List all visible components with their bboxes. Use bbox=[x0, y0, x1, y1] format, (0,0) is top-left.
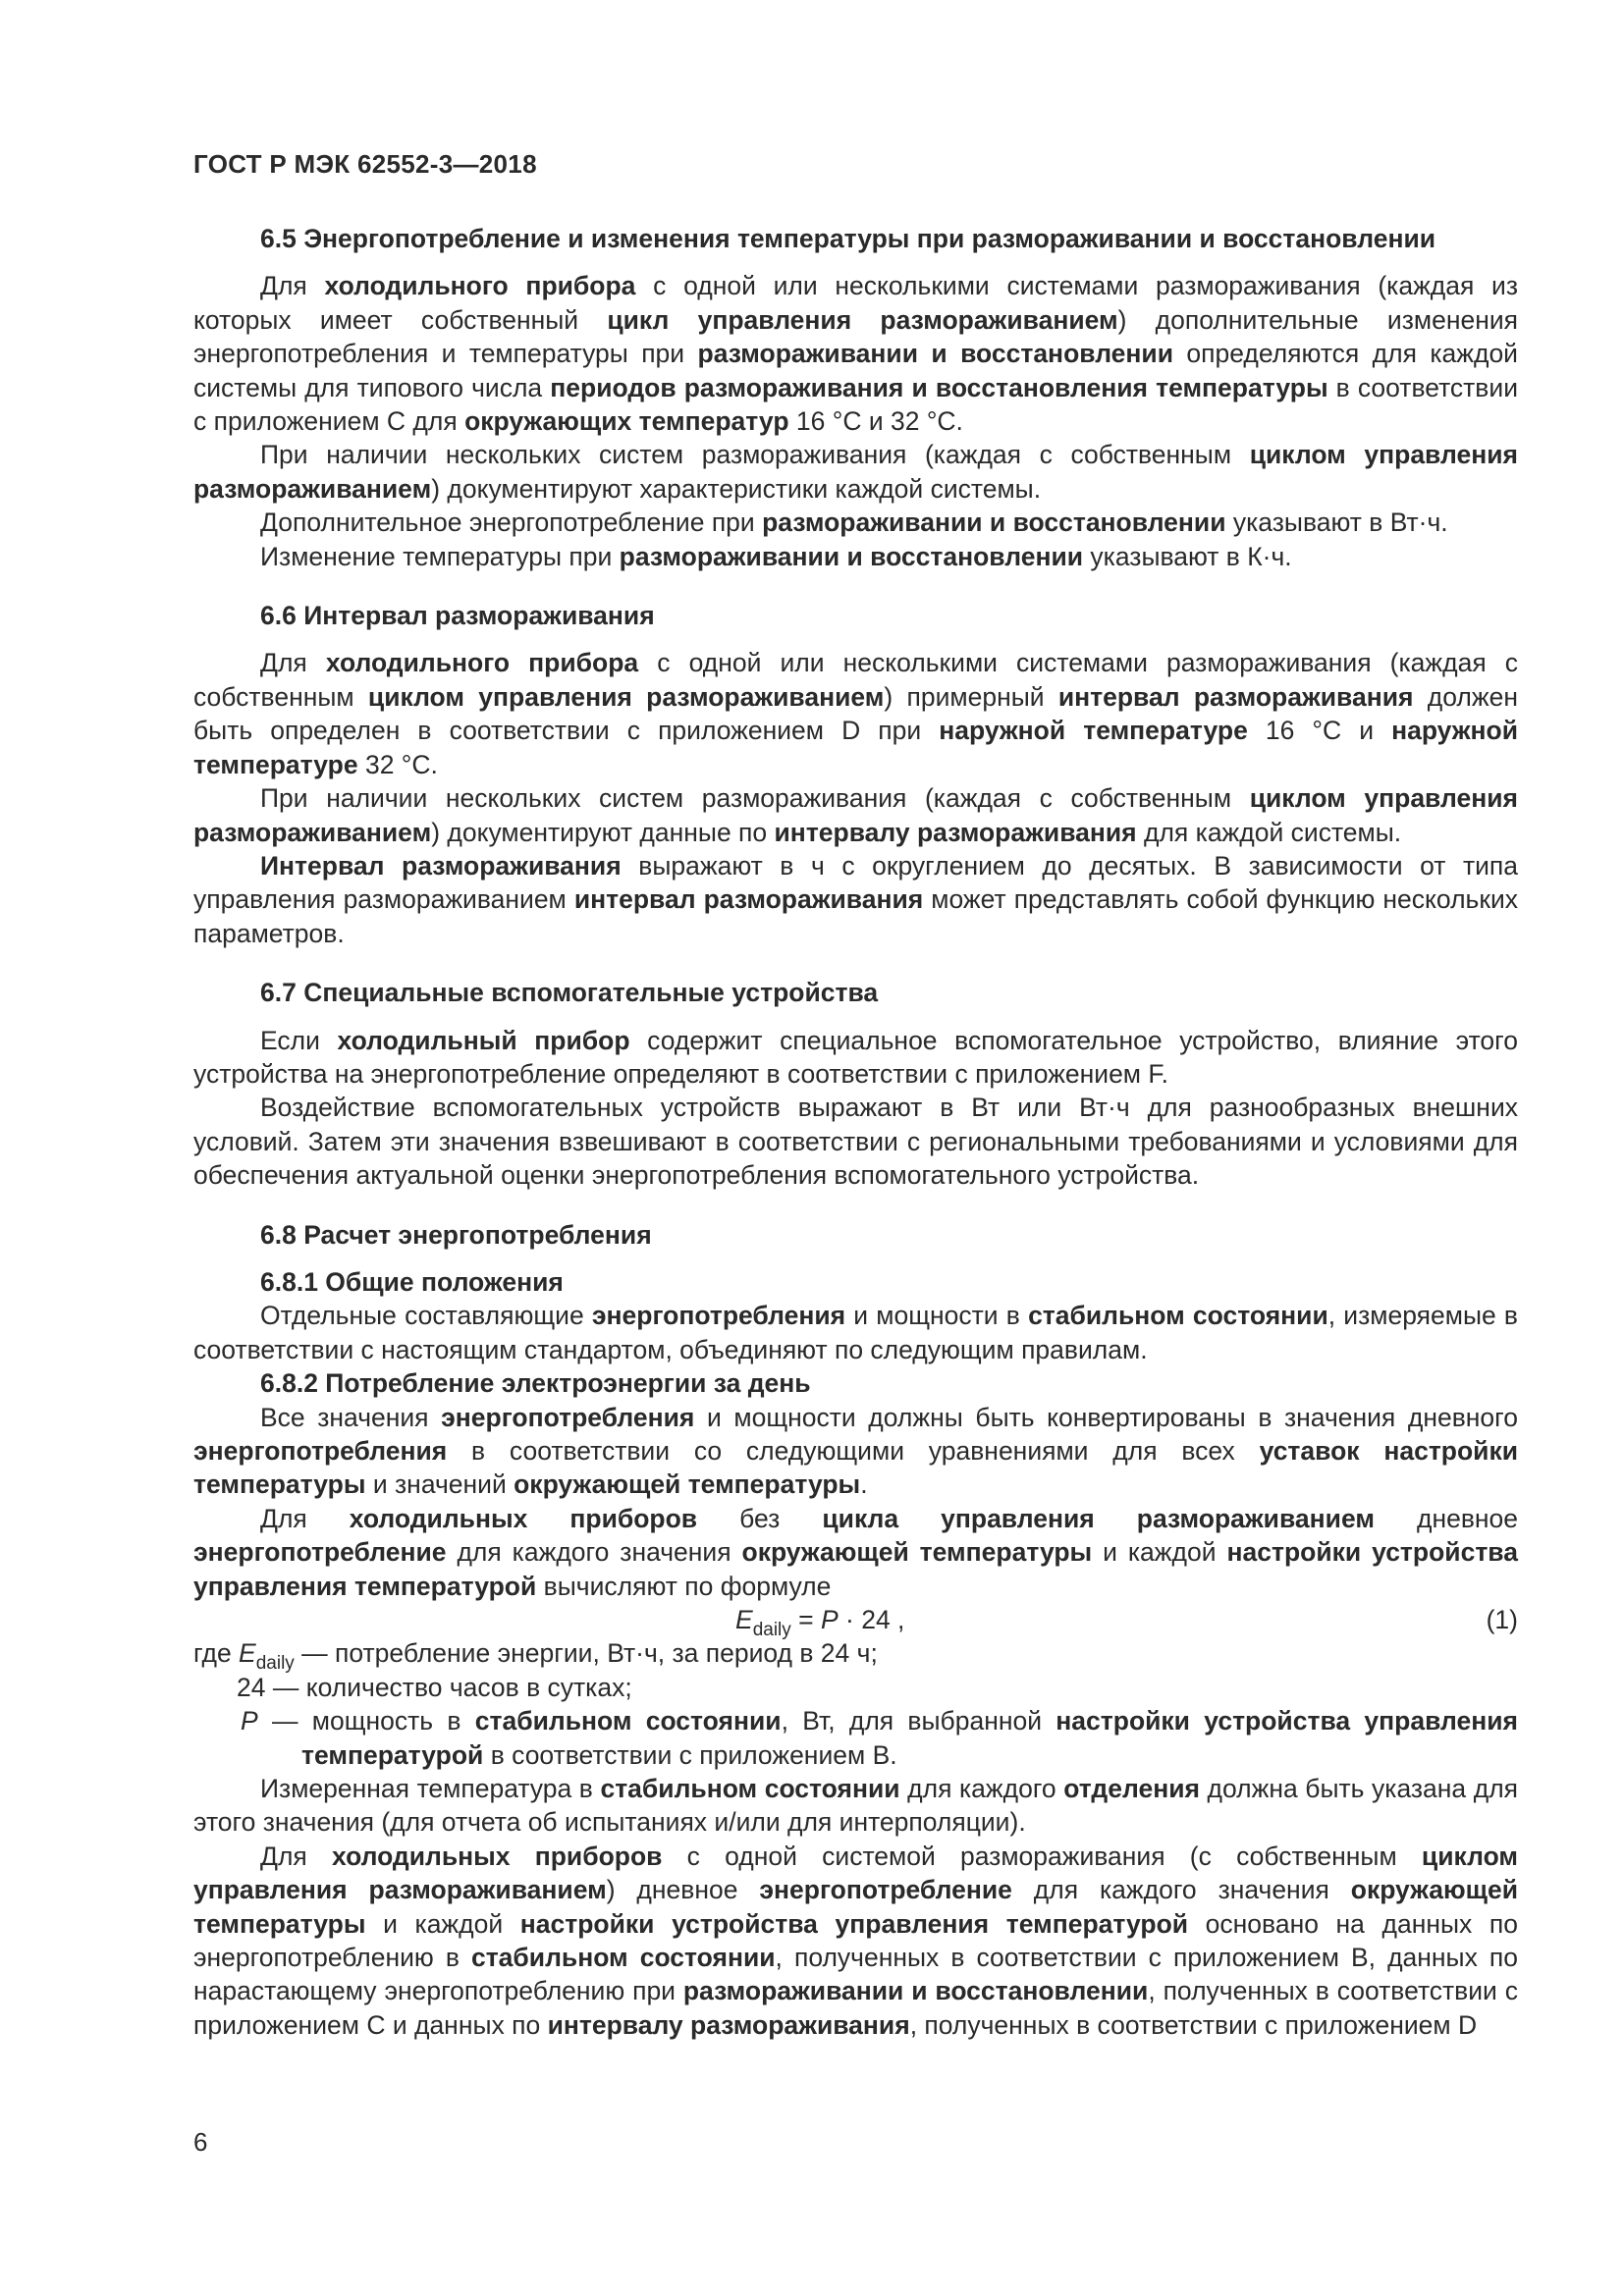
section-6-7-paragraph-1: Если холодильный прибор содержит специальное вспомогательное устройство, влияние этого устройства на энергопотребление определяют в соответствии с приложением F. bbox=[193, 1025, 1518, 1089]
section-6-8-1-title: 6.8.1 Общие положения bbox=[260, 1266, 564, 1297]
formula-expression: $E_{daily} = P \cdot 24$ , bbox=[735, 1605, 905, 1641]
section-6-8-2-paragraph-2: Для холодильных приборов без цикла управления размораживанием дневное энергопотребление для каждого значения окружающей температуры и каждой настройки устройства управления температурой вычисляют по формуле bbox=[193, 1503, 1519, 1601]
formula-number: (1) bbox=[1486, 1605, 1518, 1635]
section-6-6-paragraph-3: Интервал размораживания выражают в ч с округлением до десятых. В зависимости от типа управления размораживанием интервал размораживания может представлять собой функцию нескольких параметров. bbox=[193, 850, 1518, 948]
document-header-code: ГОСТ Р МЭК 62552-3—2018 bbox=[193, 149, 537, 179]
definition-e-daily: где $E_{daily}$ — потребление энергии, Вт·ч, за период в 24 ч; bbox=[193, 1638, 878, 1675]
section-6-8-1-paragraph: Отдельные составляющие энергопотребления и мощности в стабильном состоянии, измеряемые в соответствии с настоящим стандартом, объединяют по следующим правилам. bbox=[193, 1301, 1519, 1364]
section-6-8-title: 6.8 Расчет энергопотребления bbox=[260, 1219, 652, 1250]
formula-1 bbox=[193, 1603, 1518, 1641]
section-6-7-title: 6.7 Специальные вспомогательные устройства bbox=[260, 978, 879, 1008]
definition-p: P — мощность в стабильном состоянии, Вт, для выбранной настройки устройства управления температурой в соответствии с приложением В. bbox=[241, 1706, 1518, 1770]
section-6-8-2-paragraph-1: Все значения энергопотребления и мощности должны быть конвертированы в значения дневного энергопотребления в соответствии со следующими уравнениями для всех уставок настройки температуры и значений окружающей температуры. bbox=[193, 1402, 1519, 1500]
section-6-5-paragraph-1: Для холодильного прибора с одной или несколькими системами размораживания (каждая из которых имеет собственный цикл управления размораживанием) дополнительные изменения энергопотребления и температуры при размораживании и восстановлении определяются для каждой системы для типового числа периодов размораживания и восстановления температуры в соответствии с приложением С для окружающих температур 16 °С и 32 °С. bbox=[193, 271, 1519, 437]
section-6-5-title: 6.5 Энергопотребление и изменения температуры при размораживании и восстановлении bbox=[260, 224, 1436, 253]
definition-24: 24 — количество часов в сутках; bbox=[237, 1672, 632, 1702]
section-6-6-paragraph-2: При наличии нескольких систем размораживания (каждая с собственным циклом управления размораживанием) документируют данные по интервалу размораживания для каждой системы. bbox=[193, 783, 1518, 847]
section-6-6-title: 6.6 Интервал размораживания bbox=[260, 601, 655, 631]
page-body bbox=[193, 222, 1518, 2042]
section-6-7-paragraph-2: Воздействие вспомогательных устройств выражают в Вт или Вт·ч для разнообразных внешних условий. Затем эти значения взвешивают в соответствии с региональными требованиями и условиями для обеспечения актуальной оценки энергопотребления вспомогательного устройства. bbox=[193, 1093, 1518, 1191]
section-6-6-paragraph-1: Для холодильного прибора с одной или несколькими системами размораживания (каждая с собственным циклом управления размораживанием) примерный интервал размораживания должен быть определен в соответствии с приложением D при наружной температуре 16 °С и наружной температуре 32 °С. bbox=[193, 648, 1519, 779]
section-6-5-paragraph-3: Дополнительное энергопотребление при размораживании и восстановлении указывают в Вт·ч. bbox=[260, 507, 1448, 538]
section-6-5-paragraph-4: Изменение температуры при размораживании и восстановлении указывают в К·ч. bbox=[260, 541, 1292, 571]
section-6-8-2-title: 6.8.2 Потребление электроэнергии за день bbox=[260, 1368, 811, 1399]
section-6-8-2-paragraph-measured: Измеренная температура в стабильном состоянии для каждого отделения должна быть указана для этого значения (для отчета об испытаниях и/или для интерполяции). bbox=[193, 1774, 1519, 1838]
section-6-8-2-paragraph-last: Для холодильных приборов с одной системой размораживания (с собственным циклом управления размораживанием) дневное энергопотребление для каждого значения окружающей температуры и каждой настройки устройства управления температурой основано на данных по энергопотреблению в стабильном состоянии, полученных в соответствии с приложением В, данных по нарастающему энергопотреблению при размораживании и восстановлении, полученных в соответствии с приложением С и данных по интервалу размораживания, полученных в соответствии с приложением D bbox=[193, 1841, 1519, 2040]
page-number: 6 bbox=[193, 2127, 208, 2157]
section-6-5-paragraph-2: При наличии нескольких систем размораживания (каждая с собственным циклом управления размораживанием) документируют характеристики каждой системы. bbox=[193, 440, 1518, 504]
